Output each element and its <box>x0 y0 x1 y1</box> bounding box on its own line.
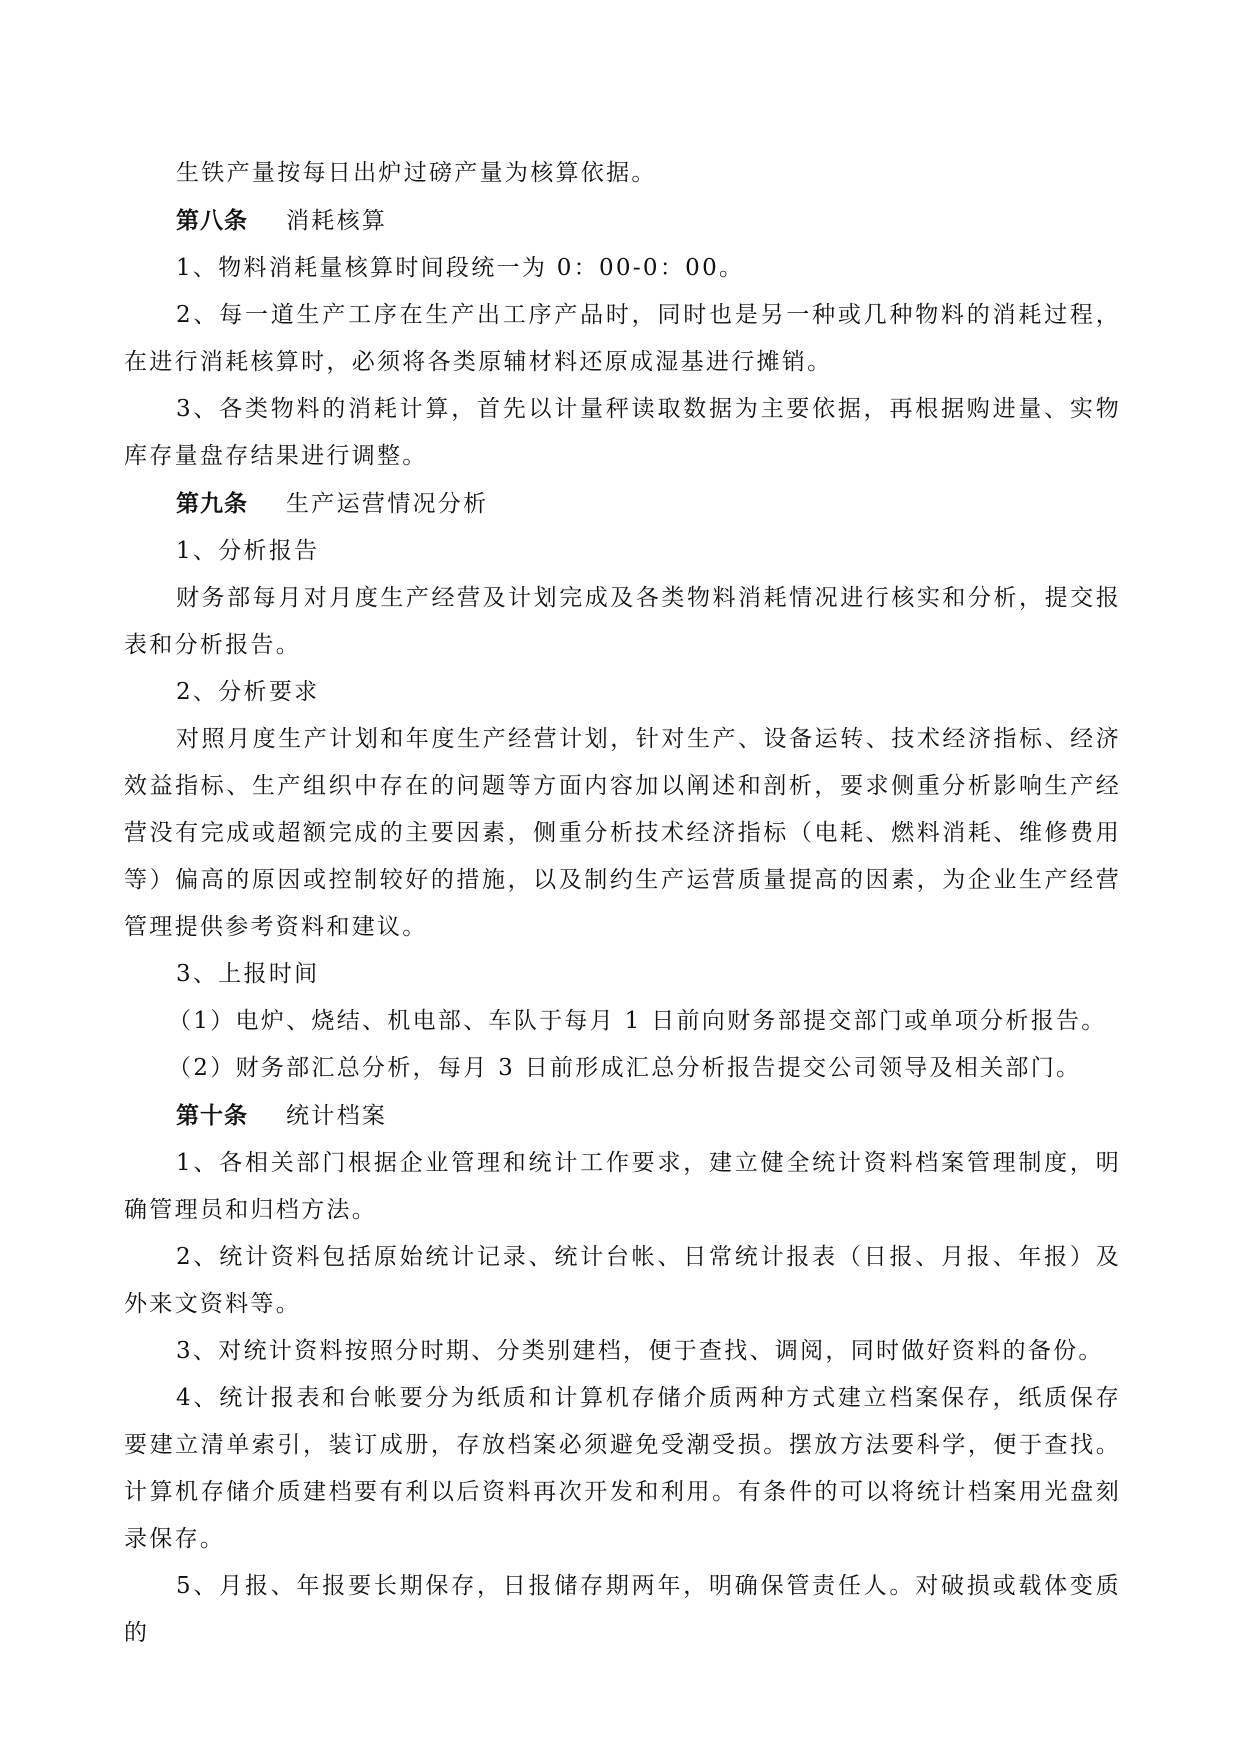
paragraph: 1、各相关部门根据企业管理和统计工作要求，建立健全统计资料档案管理制度，明确管理员和归档方法。 <box>124 1150 1121 1223</box>
paragraph: 1、物料消耗量核算时间段统一为 0：00-0：00。 <box>176 255 745 281</box>
paragraph: 3、上报时间 <box>176 961 320 987</box>
article-number: 第九条 <box>176 490 248 517</box>
sub-item: （2）财务部汇总分析，每月 3 日前形成汇总分析报告提交公司领导及相关部门。 <box>168 1055 1082 1081</box>
article-heading <box>124 197 1121 245</box>
article-number: 第十条 <box>176 1102 248 1129</box>
paragraph: 2、每一道生产工序在生产出工序产品时，同时也是另一种或几种物料的消耗过程，在进行消耗核算时，必须将各类原辅材料还原成湿基进行摊销。 <box>124 302 1121 375</box>
paragraph: 1、分析报告 <box>176 538 320 564</box>
article-title: 消耗核算 <box>286 208 388 234</box>
article-heading <box>124 1092 1121 1140</box>
article-number: 第八条 <box>176 207 248 234</box>
paragraph: 2、分析要求 <box>176 679 320 705</box>
article-title: 统计档案 <box>286 1103 388 1129</box>
article-heading <box>124 480 1121 528</box>
document-body <box>124 150 1121 1657</box>
paragraph: 3、各类物料的消耗计算，首先以计量秤读取数据为主要依据，再根据购进量、实物库存量盘存结果进行调整。 <box>124 396 1121 469</box>
paragraph: 2、统计资料包括原始统计记录、统计台帐、日常统计报表（日报、月报、年报）及外来文资料等。 <box>124 1244 1121 1317</box>
article-title: 生产运营情况分析 <box>286 491 489 517</box>
paragraph: 5、月报、年报要长期保存，日报储存期两年，明确保管责任人。对破损或载体变质的 <box>124 1573 1121 1646</box>
sub-item: （1）电炉、烧结、机电部、车队于每月 1 日前向财务部提交部门或单项分析报告。 <box>168 1008 1107 1034</box>
paragraph: 3、对统计资料按照分时期、分类别建档，便于查找、调阅，同时做好资料的备份。 <box>176 1338 1104 1364</box>
paragraph: 财务部每月对月度生产经营及计划完成及各类物料消耗情况进行核实和分析，提交报表和分析报告。 <box>124 585 1121 658</box>
paragraph: 生铁产量按每日出炉过磅产量为核算依据。 <box>176 160 657 186</box>
paragraph: 对照月度生产计划和年度生产经营计划，针对生产、设备运转、技术经济指标、经济效益指标、生产组织中存在的问题等方面内容加以阐述和剖析，要求侧重分析影响生产经营没有完成或超额完成的主要因素，侧重分析技术经济指标（电耗、燃料消耗、维修费用等）偏高的原因或控制较好的措施，以及制约生产运营质量提高的因素，为企业生产经营管理提供参考资料和建议。 <box>124 726 1121 940</box>
paragraph: 4、统计报表和台帐要分为纸质和计算机存储介质两种方式建立档案保存，纸质保存要建立清单索引，装订成册，存放档案必须避免受潮受损。摆放方法要科学，便于查找。计算机存储介质建档要有利以后资料再次开发和利用。有条件的可以将统计档案用光盘刻录保存。 <box>124 1385 1121 1552</box>
